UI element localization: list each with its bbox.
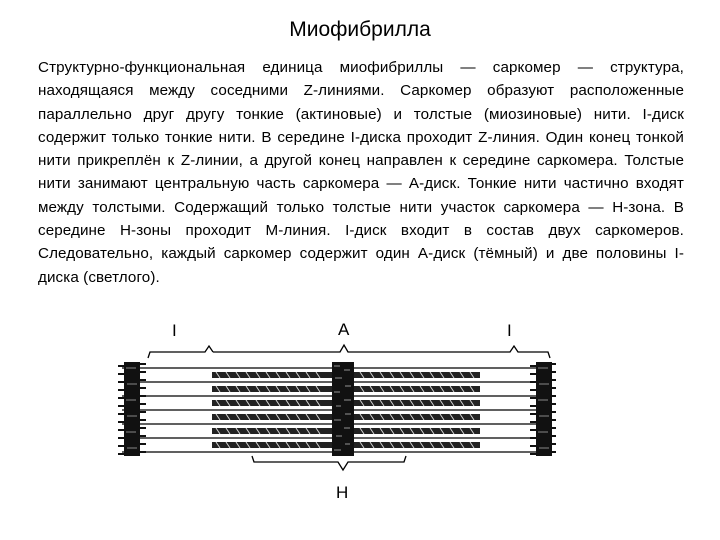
m-line xyxy=(332,362,354,456)
label-i-disk-left: I xyxy=(172,321,177,340)
top-brackets xyxy=(148,345,550,358)
bracket-i-right xyxy=(478,346,550,358)
slide-title: Миофибрилла xyxy=(289,18,431,41)
label-a-disk: A xyxy=(338,320,350,339)
bracket-i-left xyxy=(148,346,213,358)
slide-paragraph: Структурно-функциональная единица миофибриллы — саркомер — структура, находящаяся между соседними Z-линиями. Саркомер образуют расположенные параллельно друг другу тонкие (актиновые) и толстые (миозиновые) нити. I-диск содержит только тонкие нити. В середине I-диска проходит Z-линия. Один конец тонкой нити прикреплён к Z-линии, а другой конец направлен к середине саркомера. Толстые нити занимают центральную часть саркомера — А-диск. Тонкие нити частично входят между толстыми. Содержащий только толстые нити участок саркомера — Н-зона. В середине Н-зоны проходит М-линия. I-диск входит в состав двух саркомеров. Следовательно, каждый саркомер содержит один А-диск (тёмный) и две половины I-диска (светлого). xyxy=(38,59,684,286)
label-i-disk-right: I xyxy=(507,321,512,340)
bracket-a xyxy=(213,345,478,352)
label-h-zone: H xyxy=(336,483,349,502)
z-line-right xyxy=(530,362,556,456)
bracket-h xyxy=(252,456,406,470)
z-line-left xyxy=(118,362,146,456)
